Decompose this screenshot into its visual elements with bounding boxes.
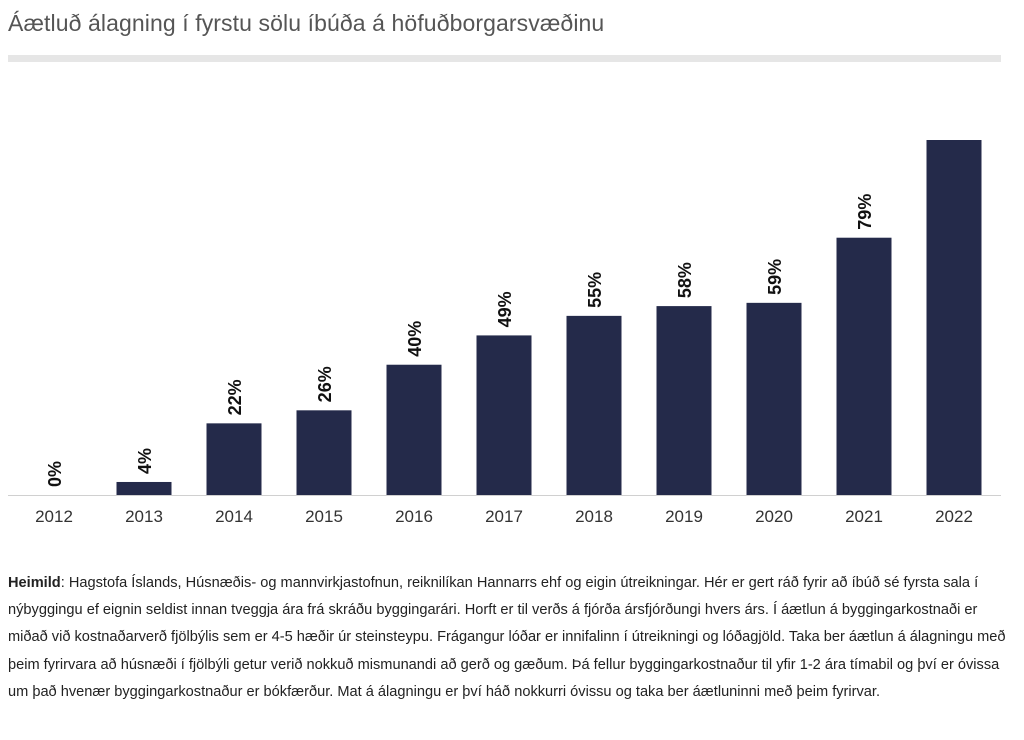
- bars-group: [117, 140, 982, 495]
- x-tick-2019: 2019: [665, 507, 703, 526]
- bar-2015: [297, 410, 352, 495]
- source-text: : Hagstofa Íslands, Húsnæðis- og mannvirkjastofnun, reiknilíkan Hannarrs ehf og eigin útreikningar. Hér er gert ráð fyrir að íbúð sé fyrsta sala í nýbyggingu ef eignin seldist innan tveggja ára frá skráðu byggingarári. Horft er til verðs á fjórða ársfjórðungi hvers árs. Í áætlun á byggingarkostnaði er miðað við kostnaðarverð fjölbýlis sem er 4-5 hæðir úr steinsteypu. Frágangur lóðar er innifalinn í útreikningi og lóðagjöld. Taka ber áætlun á álagningu með þeim fyrirvara að húsnæði í fjölbýli getur verið nokkuð mismunandi að gerð og gæðum. Þá fellur byggingarkostnaður til yfir 1-2 ára tímabil og því er óvissa um það hvenær byggingarkostnaður er bókfærður. Mat á álagningu er því háð nokkurri óvissu og taka ber áætluninni með þeim fyrirvar.: [8, 575, 1006, 700]
- bar-2016: [387, 365, 442, 495]
- data-label-2013: 4%: [135, 447, 155, 474]
- x-tick-2012: 2012: [35, 507, 73, 526]
- data-label-2014: 22%: [225, 379, 245, 416]
- x-tick-2022: 2022: [935, 507, 973, 526]
- x-tick-2016: 2016: [395, 507, 433, 526]
- data-label-2017: 49%: [495, 291, 515, 328]
- x-tick-2013: 2013: [125, 507, 163, 526]
- data-label-2015: 26%: [315, 366, 335, 403]
- x-tick-2017: 2017: [485, 507, 523, 526]
- x-tick-2015: 2015: [305, 507, 343, 526]
- bar-2017: [477, 335, 532, 495]
- source-note: [8, 570, 1016, 706]
- data-label-2019: 58%: [675, 262, 695, 299]
- bar-2018: [567, 316, 622, 495]
- chart-title: Áætluð álagning í fyrstu sölu íbúða á höfuðborgarsvæðinu: [8, 10, 605, 36]
- data-label-2018: 55%: [585, 271, 605, 308]
- x-tick-2018: 2018: [575, 507, 613, 526]
- x-tick-2014: 2014: [215, 507, 253, 526]
- x-tick-2020: 2020: [755, 507, 793, 526]
- x-tick-labels: [35, 507, 973, 526]
- bar-2013: [117, 482, 172, 495]
- source-label: Heimild: [8, 575, 61, 591]
- bar-2014: [207, 423, 262, 495]
- data-label-2012: 0%: [45, 460, 65, 487]
- bar-2019: [657, 306, 712, 495]
- bar-2021: [837, 238, 892, 495]
- data-label-2016: 40%: [405, 320, 425, 357]
- data-label-2020: 59%: [765, 258, 785, 295]
- x-tick-2021: 2021: [845, 507, 883, 526]
- bar-2022: [927, 140, 982, 495]
- data-label-2021: 79%: [855, 193, 875, 230]
- bar-2020: [747, 303, 802, 495]
